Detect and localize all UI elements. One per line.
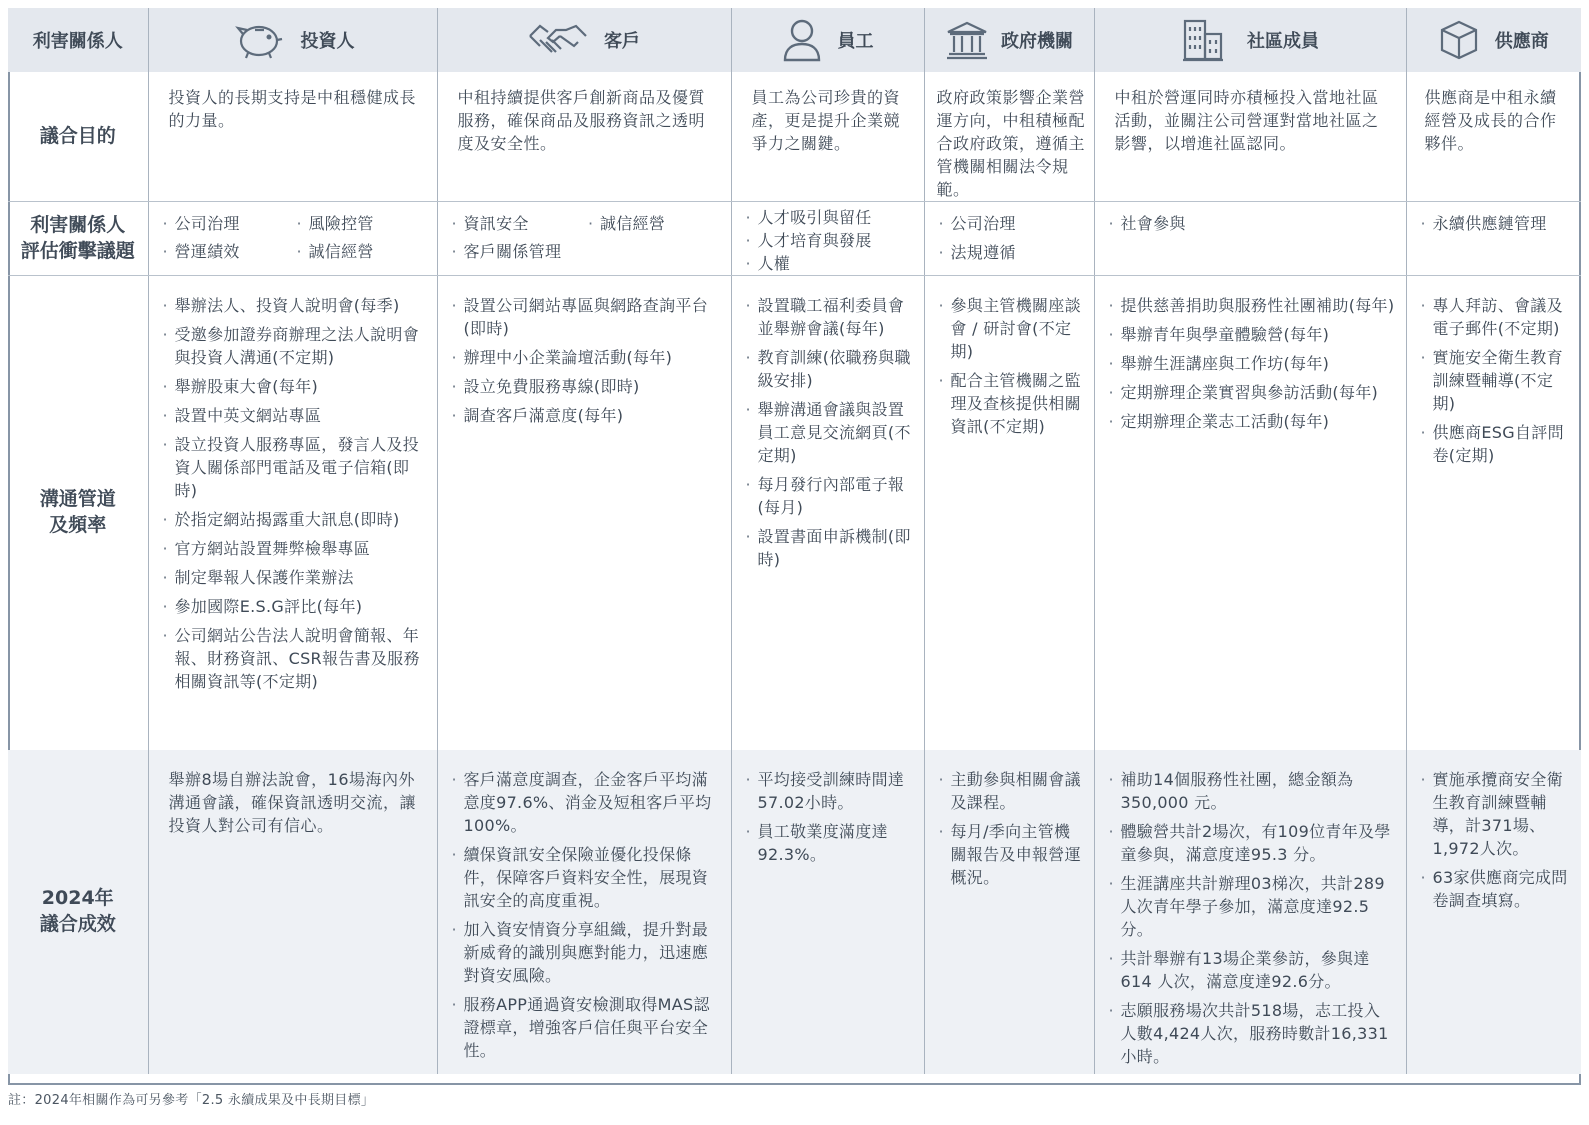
list-item: · 員工敬業度滿度達92.3%。 bbox=[746, 820, 914, 866]
channels-community bbox=[1095, 276, 1406, 433]
list-item: · 63家供應商完成問卷調查填寫。 bbox=[1421, 866, 1572, 912]
list-item: · 定期辦理企業實習與參訪活動(每年) bbox=[1109, 381, 1396, 404]
results-customer bbox=[438, 750, 731, 1062]
results-investor: 舉辦8場自辦法說會，16場海內外溝通會議，確保資訊透明交流，讓投資人對公司有信心。 bbox=[168, 770, 417, 835]
list-item: · 誠信經營 bbox=[588, 212, 721, 235]
list-item: · 資訊安全 bbox=[452, 212, 585, 235]
list-item: · 制定舉報人保護作業辦法 bbox=[163, 566, 427, 589]
list-item: · 永續供應鏈管理 bbox=[1421, 212, 1572, 235]
header-supplier: 供應商 bbox=[1406, 8, 1581, 72]
list-item: · 辦理中小企業論壇活動(每年) bbox=[452, 346, 721, 369]
list-item: · 公司治理 bbox=[163, 212, 293, 235]
header-customer: 客戶 bbox=[437, 8, 731, 72]
list-item: · 供應商ESG自評問卷(定期) bbox=[1421, 421, 1572, 467]
issues-investor bbox=[149, 202, 437, 268]
list-item: · 風險控管 bbox=[297, 212, 427, 235]
list-item: · 志願服務場次共計518場，志工投入人數4,424人次，服務時數計16,331小時。 bbox=[1109, 999, 1396, 1068]
list-item: · 配合主管機關之監理及查核提供相關資訊(不定期) bbox=[939, 369, 1084, 438]
handshake-icon bbox=[528, 20, 588, 60]
list-item: · 舉辦青年與學童體驗營(每年) bbox=[1109, 323, 1396, 346]
issues-supplier bbox=[1407, 202, 1582, 235]
list-item: · 社會參與 bbox=[1109, 212, 1396, 235]
list-item: · 舉辦生涯講座與工作坊(每年) bbox=[1109, 352, 1396, 375]
channels-employee bbox=[732, 276, 924, 571]
person-icon bbox=[782, 18, 822, 62]
list-item: · 法規遵循 bbox=[939, 241, 1084, 264]
list-item: · 共計舉辦有13場企業參訪，參與達614 人次，滿意度達92.6分。 bbox=[1109, 947, 1396, 993]
issues-customer bbox=[438, 202, 731, 268]
list-item: · 續保資訊安全保險並優化投保條件，保障客戶資料安全性，展現資訊安全的高度重視。 bbox=[452, 843, 721, 912]
row-label-channels: 溝通管道 及頻率 bbox=[39, 488, 116, 536]
list-item: · 參加國際E.S.G評比(每年) bbox=[163, 595, 427, 618]
purpose-community: 中租於營運同時亦積極投入當地社區活動，並關注公司營運對當地社區之影響，以增進社區認同。 bbox=[1114, 88, 1379, 153]
list-item: · 實施安全衛生教育訓練暨輔導(不定期) bbox=[1421, 346, 1572, 415]
package-box-icon bbox=[1439, 19, 1479, 61]
list-item: · 舉辦法人、投資人說明會(每季) bbox=[163, 294, 427, 317]
row-label-results: 2024年 議合成效 bbox=[8, 750, 148, 1074]
list-item: · 人權 bbox=[746, 252, 914, 275]
results-row bbox=[8, 750, 1581, 1074]
list-item: · 教育訓練(依職務與職級安排) bbox=[746, 346, 914, 392]
channels-row bbox=[8, 276, 1581, 751]
list-item: · 平均接受訓練時間達57.02小時。 bbox=[746, 768, 914, 814]
list-item: · 設置職工福利委員會並舉辦會議(每年) bbox=[746, 294, 914, 340]
list-item: · 公司治理 bbox=[939, 212, 1084, 235]
purpose-employee: 員工為公司珍貴的資產，更是提升企業競爭力之關鍵。 bbox=[751, 88, 901, 153]
office-building-icon bbox=[1181, 18, 1225, 62]
list-item: · 人才培育與發展 bbox=[746, 229, 914, 252]
header-employee: 員工 bbox=[731, 8, 924, 72]
list-item: · 客戶關係管理 bbox=[452, 240, 585, 263]
stakeholder-engagement-table bbox=[8, 8, 1581, 1074]
header-community: 社區成員 bbox=[1094, 8, 1406, 72]
header-government: 政府機關 bbox=[924, 8, 1094, 72]
list-item: · 提供慈善捐助與服務性社團補助(每年) bbox=[1109, 294, 1396, 317]
list-item: · 舉辦股東大會(每年) bbox=[163, 375, 427, 398]
list-item: · 實施承攬商安全衛生教育訓練暨輔導，計371場、1,972人次。 bbox=[1421, 768, 1572, 860]
channels-government bbox=[925, 276, 1094, 438]
list-item: · 設立免費服務專線(即時) bbox=[452, 375, 721, 398]
issues-row bbox=[8, 202, 1581, 276]
channels-investor bbox=[149, 276, 437, 693]
channels-customer bbox=[438, 276, 731, 427]
purpose-customer: 中租持續提供客戶創新商品及優質服務，確保商品及服務資訊之透明度及安全性。 bbox=[457, 88, 706, 153]
issues-employee bbox=[732, 202, 924, 275]
header-stakeholder-label: 利害關係人 bbox=[8, 8, 148, 72]
results-government bbox=[925, 750, 1094, 889]
footnote: 註：2024年相關作為可另參考「2.5 永續成果及中長期目標」 bbox=[8, 1093, 375, 1108]
issues-community bbox=[1095, 202, 1406, 235]
results-community bbox=[1095, 750, 1406, 1068]
results-supplier bbox=[1407, 750, 1582, 912]
header-investor: 投資人 bbox=[148, 8, 437, 72]
list-item: · 專人拜訪、會議及電子郵件(不定期) bbox=[1421, 294, 1572, 340]
list-item: · 設立投資人服務專區，發言人及投資人關係部門電話及電子信箱(即時) bbox=[163, 433, 427, 502]
list-item: · 加入資安情資分享組織，提升對最新威脅的識別與應對能力，迅速應對資安風險。 bbox=[452, 918, 721, 987]
purpose-supplier: 供應商是中租永續經營及成長的合作夥伴。 bbox=[1424, 88, 1557, 153]
row-label-purpose: 議合目的 bbox=[8, 72, 148, 202]
list-item: · 主動參與相關會議及課程。 bbox=[939, 768, 1084, 814]
list-item: · 於指定網站揭露重大訊息(即時) bbox=[163, 508, 427, 531]
list-item: · 生涯講座共計辦理03梯次，共計289人次青年學子參加，滿意度達92.5分。 bbox=[1109, 872, 1396, 941]
list-item: · 官方網站設置舞弊檢舉專區 bbox=[163, 537, 427, 560]
list-item: · 每月發行內部電子報(每月) bbox=[746, 473, 914, 519]
list-item: · 受邀參加證券商辦理之法人說明會與投資人溝通(不定期) bbox=[163, 323, 427, 369]
list-item: · 誠信經營 bbox=[297, 240, 427, 263]
purpose-government: 政府政策影響企業營運方向，中租積極配合政府政策，遵循主管機關相關法令規範。 bbox=[936, 88, 1086, 199]
list-item: · 客戶滿意度調查，企金客戶平均滿意度97.6%、消金及短租客戶平均100%。 bbox=[452, 768, 721, 837]
channels-supplier bbox=[1407, 276, 1582, 467]
issues-government bbox=[925, 202, 1094, 264]
piggy-bank-icon bbox=[231, 20, 285, 60]
list-item: · 補助14個服務性社團，總金額為350,000 元。 bbox=[1109, 768, 1396, 814]
purpose-row bbox=[8, 72, 1581, 202]
results-employee bbox=[732, 750, 924, 866]
list-item: · 舉辦溝通會議與設置員工意見交流網頁(不定期) bbox=[746, 398, 914, 467]
list-item: · 服務APP通過資安檢測取得MAS認證標章，增強客戶信任與平台安全性。 bbox=[452, 993, 721, 1062]
list-item: · 設置中英文網站專區 bbox=[163, 404, 427, 427]
list-item: · 人才吸引與留任 bbox=[746, 206, 914, 229]
government-building-icon bbox=[945, 20, 989, 60]
row-label-issues: 利害關係人 評估衝擊議題 bbox=[8, 202, 148, 276]
list-item: · 體驗營共計2場次，有109位青年及學童參與，滿意度達95.3 分。 bbox=[1109, 820, 1396, 866]
list-item: · 設置公司網站專區與網路查詢平台(即時) bbox=[452, 294, 721, 340]
list-item: · 定期辦理企業志工活動(每年) bbox=[1109, 410, 1396, 433]
list-item: · 公司網站公告法人說明會簡報、年報、財務資訊、CSR報告書及服務相關資訊等(不定期) bbox=[163, 624, 427, 693]
header-row bbox=[8, 8, 1581, 72]
list-item: · 設置書面申訴機制(即時) bbox=[746, 525, 914, 571]
list-item: · 營運績效 bbox=[163, 240, 293, 263]
purpose-investor: 投資人的長期支持是中租穩健成長的力量。 bbox=[168, 88, 417, 130]
list-item: · 參與主管機關座談會 / 研討會(不定期) bbox=[939, 294, 1084, 363]
list-item: · 調查客戶滿意度(每年) bbox=[452, 404, 721, 427]
list-item: · 每月/季向主管機關報告及申報營運概況。 bbox=[939, 820, 1084, 889]
